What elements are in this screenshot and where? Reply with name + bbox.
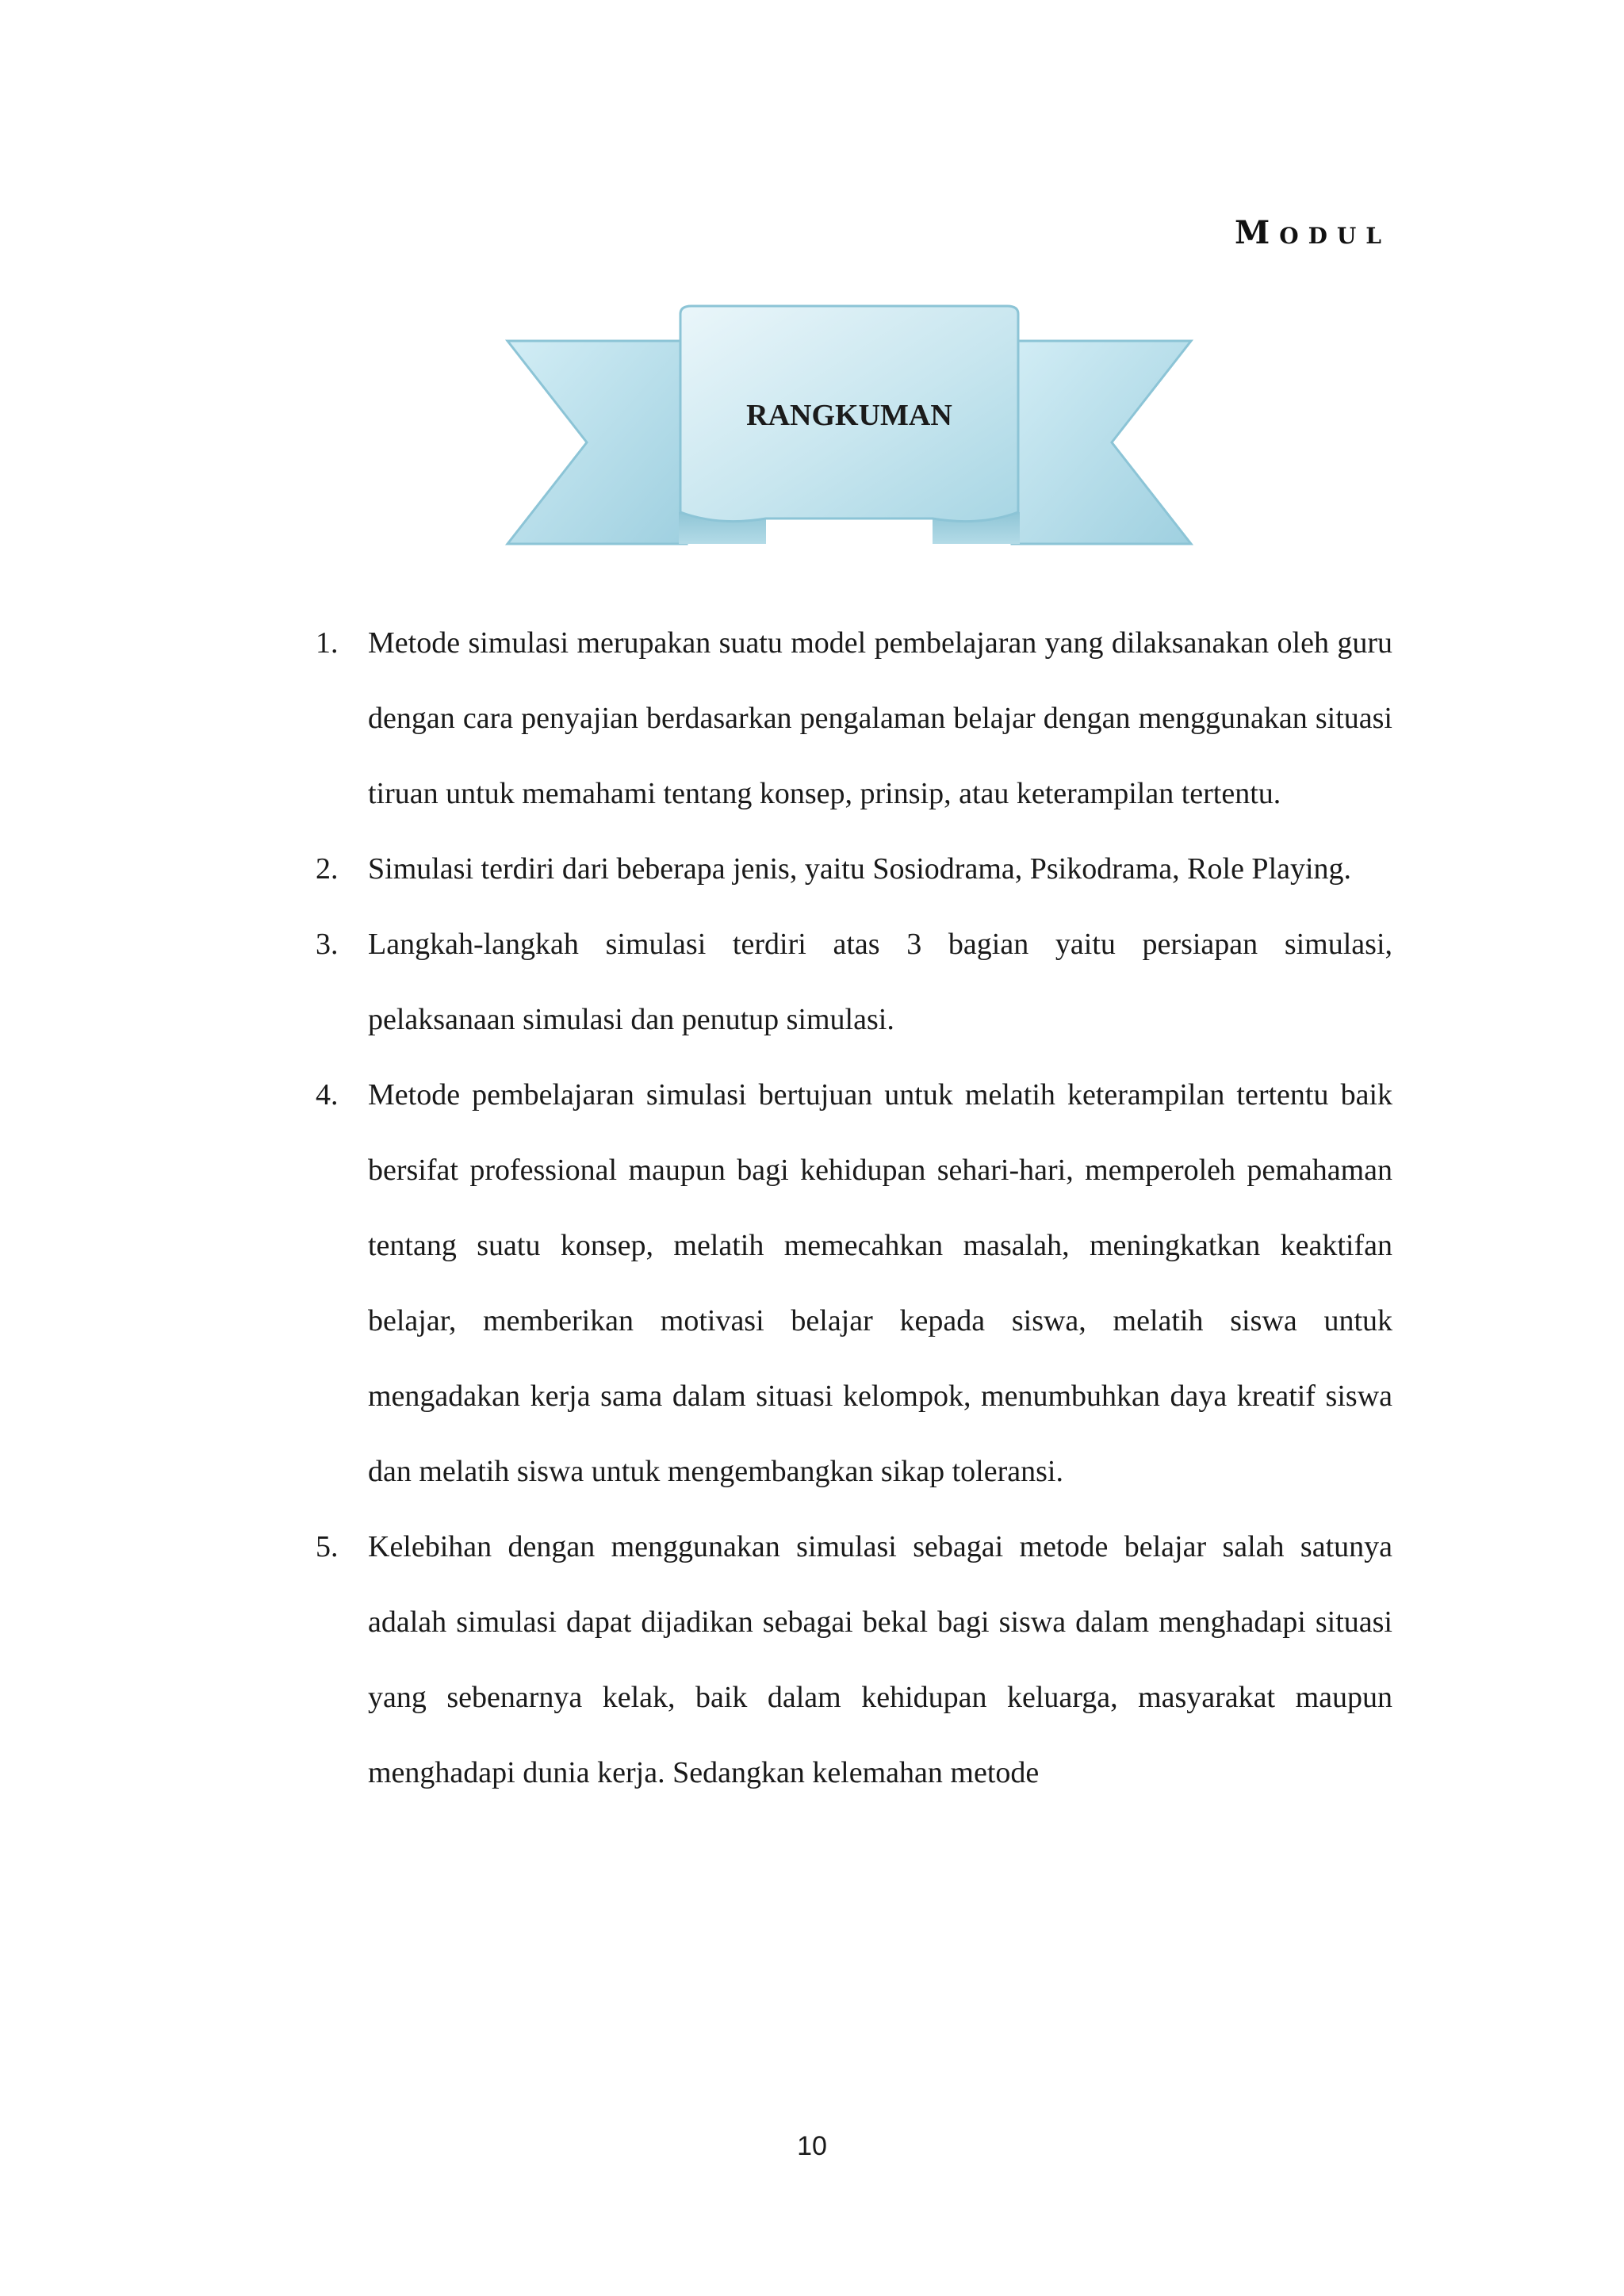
summary-item <box>316 1058 1392 1510</box>
summary-item-text: Metode simulasi merupakan suatu model pembelajaran yang dilaksanakan oleh guru dengan cara penyajian berdasarkan pengalaman belajar dengan menggunakan situasi tiruan untuk memahami tentang konsep, prinsip, atau keterampilan tertentu. <box>368 626 1392 810</box>
summary-item-text: Langkah-langkah simulasi terdiri atas 3 bagian yaitu persiapan simulasi, pelaksanaan simulasi dan penutup simulasi. <box>368 928 1392 1036</box>
summary-banner <box>504 304 1194 555</box>
ribbon-left-tail <box>508 341 687 544</box>
summary-list <box>316 606 1392 1811</box>
summary-item-number: 3. <box>316 928 339 961</box>
summary-item-number: 2. <box>316 852 339 886</box>
summary-item <box>316 1510 1392 1811</box>
summary-item-number: 1. <box>316 626 339 660</box>
summary-item <box>316 907 1392 1058</box>
module-header-label: Modul <box>1234 214 1391 251</box>
summary-item <box>316 606 1392 832</box>
summary-item <box>316 832 1392 907</box>
summary-item-text: Metode pembelajaran simulasi bertujuan untuk melatih keterampilan tertentu baik bersifat professional maupun bagi kehidupan sehari-hari, memperoleh pemahaman tentang suatu konsep, melatih memecahkan masalah, meningkatkan keaktifan belajar, memberikan motivasi belajar kepada siswa, melatih siswa untuk mengadakan kerja sama dalam situasi kelompok, menumbuhkan daya kreatif siswa dan melatih siswa untuk mengembangkan sikap toleransi. <box>368 1078 1392 1488</box>
summary-item-text: Simulasi terdiri dari beberapa jenis, yaitu Sosiodrama, Psikodrama, Role Playing. <box>368 852 1352 886</box>
banner-title: RANGKUMAN <box>746 399 952 432</box>
page-number: 10 <box>797 2131 827 2161</box>
ribbon-right-tail <box>1012 341 1191 544</box>
summary-item-number: 5. <box>316 1530 339 1563</box>
summary-item-number: 4. <box>316 1078 339 1112</box>
summary-item-text: Kelebihan dengan menggunakan simulasi sebagai metode belajar salah satunya adalah simulasi dapat dijadikan sebagai bekal bagi siswa dalam menghadapi situasi yang sebenarnya kelak, baik dalam kehidupan keluarga, masyarakat maupun menghadapi dunia kerja. Sedangkan kelemahan metode <box>368 1530 1392 1789</box>
